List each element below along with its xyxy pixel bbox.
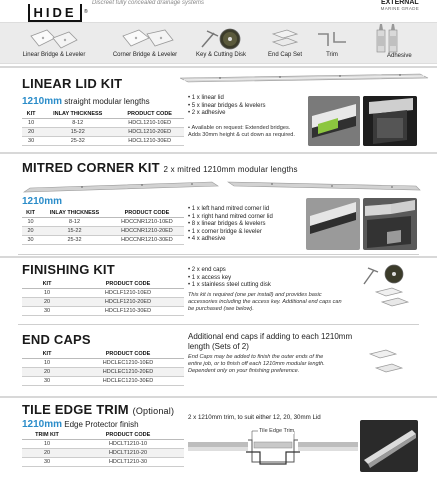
linear-note: [188, 125, 304, 139]
bullet: • 5 x linear bridges & levelers: [188, 103, 265, 111]
mitred-table: [22, 209, 184, 245]
adhesive-icon: [360, 26, 422, 52]
end-cap-icon: [262, 26, 308, 52]
table-row: [22, 119, 184, 128]
cell: HDCLT1210-10: [72, 440, 184, 449]
trim-table: [22, 431, 184, 467]
trim-title-text: TILE EDGE TRIM: [22, 402, 129, 417]
bullet: • 8 x linear bridges & levelers: [188, 221, 273, 229]
cell: 10: [22, 218, 39, 227]
section-band: [0, 66, 437, 68]
grade-badge: [381, 0, 419, 12]
trim-note: 2 x 1210mm trim, to suit either 12, 20, 30mm Lid: [188, 414, 321, 421]
cell: HDCL1210-30ED: [115, 137, 184, 146]
trim-length-desc: Edge Protector finish: [64, 420, 139, 429]
component-key-disk: [190, 26, 252, 60]
bullet: • 1 x left hand mitred corner lid: [188, 206, 273, 214]
mitred-title: [22, 160, 298, 175]
trim-icon: [312, 26, 352, 52]
cell: 30: [22, 307, 72, 316]
col-header: PRODUCT CODE: [72, 431, 184, 440]
cell: HDCLF1210-30ED: [72, 307, 184, 316]
table-row: [22, 137, 184, 146]
component-end-cap: [262, 26, 308, 60]
bullet: • 1 x stainless steel cutting disk: [188, 282, 271, 290]
col-header: KIT: [22, 350, 72, 359]
cell: 8-12: [39, 218, 110, 227]
mitred-subtitle: 2 x mitred 1210mm modular lengths: [163, 165, 298, 174]
cell: 30: [22, 137, 40, 146]
linear-title: LINEAR LID KIT: [22, 76, 123, 91]
mitred-lid-photo: [22, 176, 422, 194]
col-header: KIT: [22, 280, 72, 289]
cell: 20: [22, 449, 72, 458]
component-label: Linear Bridge & Leveler: [22, 52, 86, 58]
table-row: [22, 368, 184, 377]
linear-table: [22, 110, 184, 146]
table-row: [22, 377, 184, 386]
tagline: Discreet fully concealed drainage systems: [92, 0, 205, 6]
cell: 30: [22, 377, 72, 386]
col-header: PRODUCT CODE: [72, 280, 184, 289]
logo-mark: ®: [84, 9, 88, 15]
grade-line1: EXTERNAL: [380, 0, 419, 6]
table-row: [22, 359, 184, 368]
component-label: Corner Bridge & Leveler: [112, 52, 178, 58]
linear-bullets: [188, 95, 265, 118]
cell: 30: [22, 236, 39, 245]
col-header: INLAY THICKNESS: [40, 110, 115, 119]
col-header: TRIM KIT: [22, 431, 72, 440]
grade-line2: MARINE GRADE: [380, 6, 419, 11]
divider: [18, 324, 419, 325]
cell: HDCL1210-20ED: [115, 128, 184, 137]
cell: HDCCNR1210-20ED: [110, 227, 184, 236]
cell: 10: [22, 440, 72, 449]
endcaps-note: End Caps may be added to finish the outer ends of the entire job, or to finish off each 1210mm modular length. Dependent only on your finishing preference.: [188, 354, 325, 374]
section-band: [0, 152, 437, 154]
component-label: End Cap Set: [267, 52, 303, 58]
table-row: [22, 128, 184, 137]
trim-photo: [360, 420, 418, 472]
cell: 15-22: [40, 128, 115, 137]
bullet-dot: •: [188, 125, 192, 131]
section-band: [0, 256, 437, 258]
linear-photo-1: [308, 96, 360, 146]
cell: HDCCNR1210-10ED: [110, 218, 184, 227]
mitred-photo-1: [306, 198, 360, 250]
finishing-title: FINISHING KIT: [22, 262, 115, 277]
linear-note-text: Available on request: Extended bridges. Adds 30mm height & cut down as required.: [188, 125, 295, 138]
linear-length-desc: straight modular lengths: [64, 97, 150, 106]
cell: HDCL1210-10ED: [115, 119, 184, 128]
cell: HDCLF1210-20ED: [72, 298, 184, 307]
bullet: • 1 x right hand mitred corner lid: [188, 214, 273, 222]
endcaps-table: [22, 350, 184, 386]
cell: 10: [22, 289, 72, 298]
header: [0, 0, 437, 22]
component-bridge-leveler: [18, 26, 90, 60]
component-corner-bridge: [105, 26, 185, 60]
bullet: • 1 x linear lid: [188, 95, 265, 103]
table-row: [22, 218, 184, 227]
component-label: Trim: [326, 52, 338, 58]
cell: HDCLF1210-10ED: [72, 289, 184, 298]
cell: 20: [22, 128, 40, 137]
end-cap-icon: [366, 346, 412, 378]
mitred-title-text: MITRED CORNER KIT: [22, 160, 160, 175]
component-label: Key & Cutting Disk: [195, 52, 247, 58]
bullet: • 2 x end caps: [188, 267, 271, 275]
linear-lid-photo: [180, 72, 430, 86]
linear-length: [22, 96, 150, 107]
table-row: [22, 440, 184, 449]
cell: HDCCNR1210-30ED: [110, 236, 184, 245]
component-adhesive: [360, 26, 422, 60]
cell: 25-32: [39, 236, 110, 245]
cell: 20: [22, 298, 72, 307]
finishing-bullets: [188, 267, 271, 290]
cell: 10: [22, 359, 72, 368]
component-trim: [312, 26, 352, 60]
bridge-leveler-icon: [18, 26, 90, 52]
cell: HDCLT1210-30: [72, 458, 184, 467]
endcaps-title: END CAPS: [22, 332, 91, 347]
col-header: PRODUCT CODE: [72, 350, 184, 359]
table-row: [22, 227, 184, 236]
finishing-table: [22, 280, 184, 316]
trim-title: [22, 402, 174, 417]
trim-length: [22, 419, 139, 430]
mitred-length-value: 1210mm: [22, 196, 63, 207]
table-row: [22, 298, 184, 307]
brand-logo: HIDE: [28, 4, 82, 22]
col-header: INLAY THICKNESS: [39, 209, 110, 218]
divider: [18, 254, 419, 255]
cell: 20: [22, 368, 72, 377]
bullet: • 1 x corner bridge & leveler: [188, 229, 273, 237]
diagram-label: Tile Edge Trim: [259, 428, 295, 434]
finishing-kit-icon: [360, 262, 416, 312]
col-header: PRODUCT CODE: [110, 209, 184, 218]
table-row: [22, 289, 184, 298]
col-header: PRODUCT CODE: [115, 110, 184, 119]
mitred-length: [22, 196, 62, 207]
cell: 30: [22, 458, 72, 467]
table-row: [22, 449, 184, 458]
bullet: • 2 x adhesive: [188, 110, 265, 118]
corner-bridge-icon: [105, 26, 185, 52]
bullet: • 4 x adhesive: [188, 236, 273, 244]
col-header: KIT: [22, 209, 39, 218]
col-header: KIT: [22, 110, 40, 119]
mitred-photo-2: [363, 198, 417, 250]
key-disk-icon: [190, 26, 252, 52]
mitred-bullets: [188, 206, 273, 244]
cell: HDCLEC1210-10ED: [72, 359, 184, 368]
component-label: Adhesive: [387, 53, 412, 59]
bullet: • 1 x access key: [188, 275, 271, 283]
linear-photo-2: [363, 96, 417, 146]
cell: HDCLEC1210-20ED: [72, 368, 184, 377]
table-row: [22, 236, 184, 245]
cell: HDCLEC1210-30ED: [72, 377, 184, 386]
trim-length-value: 1210mm: [22, 419, 63, 430]
table-row: [22, 458, 184, 467]
cell: 20: [22, 227, 39, 236]
linear-length-value: 1210mm: [22, 96, 63, 107]
endcaps-headline: Additional end caps if adding to each 1210mm length (Sets of 2): [188, 332, 353, 351]
trim-title-suffix: (Optional): [132, 406, 175, 416]
section-band: [0, 396, 437, 398]
cell: 10: [22, 119, 40, 128]
cell: 25-32: [40, 137, 115, 146]
cell: 8-12: [40, 119, 115, 128]
cell: 15-22: [39, 227, 110, 236]
cell: HDCLT1210-20: [72, 449, 184, 458]
table-row: [22, 307, 184, 316]
finishing-note: This kit is required (one per install) and provides basic accessories including the access key. Additional end caps can be purchased (see below).: [188, 292, 342, 312]
